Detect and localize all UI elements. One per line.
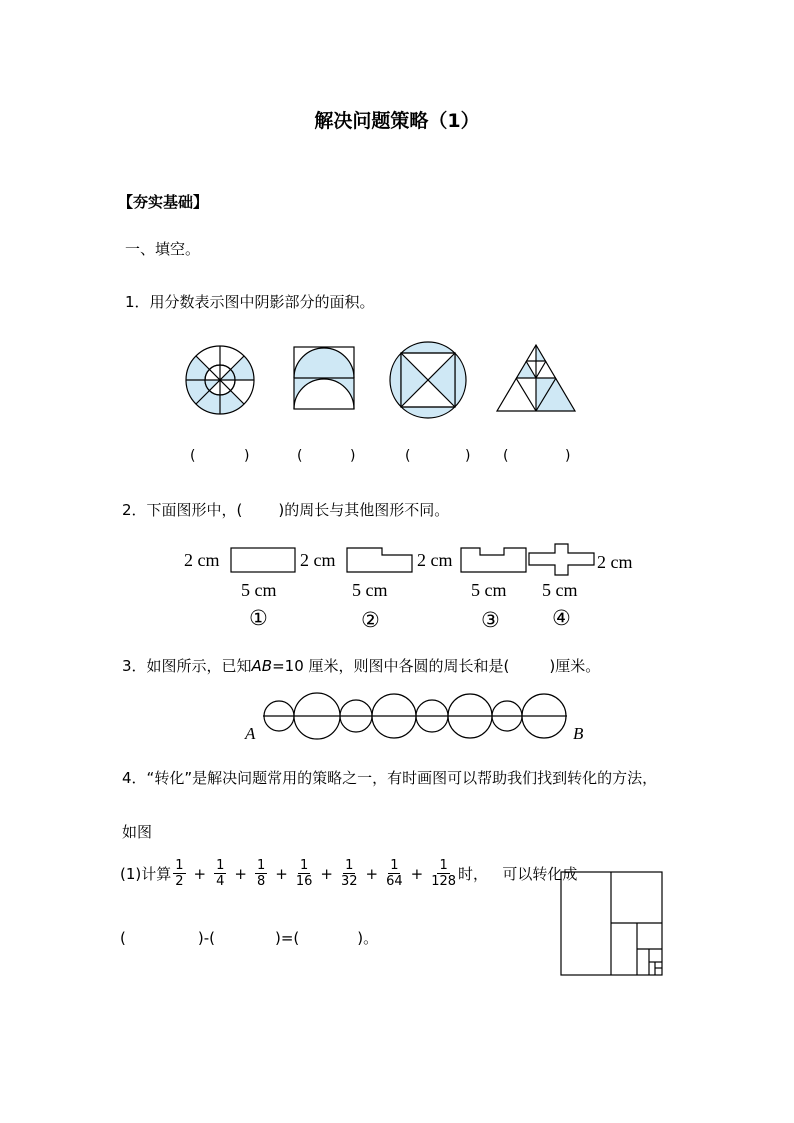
q1-blank-4-open: ( xyxy=(503,448,509,464)
q2-shape-number-1: ① xyxy=(249,606,268,630)
q3-label-b: B xyxy=(573,724,584,743)
question-3-text xyxy=(122,655,600,676)
q2-shape-number-4: ④ xyxy=(552,606,571,630)
fraction-6-num: 1 xyxy=(390,858,399,873)
question-3-text-after: )厘米。 xyxy=(549,657,601,675)
q4-answer-open-1: ( xyxy=(120,929,126,947)
q1-figure-circle-square xyxy=(388,340,468,420)
fraction-1 xyxy=(173,858,185,889)
fraction-5-num: 1 xyxy=(345,858,354,873)
q2-height-label-1: 2 cm xyxy=(184,550,220,570)
fraction-4-den: 16 xyxy=(295,874,313,889)
q1-figure-triangle xyxy=(496,344,576,412)
q1-blank-4-close: ) xyxy=(565,448,571,464)
fraction-4-num: 1 xyxy=(299,858,309,873)
q2-width-label-4: 5 cm xyxy=(542,580,578,600)
q2-height-label-3: 2 cm xyxy=(417,550,453,570)
question-3-text-mid: =10 厘米，则图中各圆的周长和是( xyxy=(272,657,510,675)
q2-width-label-1: 5 cm xyxy=(241,580,277,600)
q1-blank-2-open: ( xyxy=(297,448,303,464)
q2-width-label-2: 5 cm xyxy=(352,580,388,600)
fraction-7-num: 1 xyxy=(439,858,448,873)
fraction-3-num: 1 xyxy=(256,858,266,873)
q3-label-a: A xyxy=(245,724,256,743)
q1-blank-1-close: ) xyxy=(244,448,250,464)
fraction-1-den: 2 xyxy=(175,874,184,889)
question-4-sub1-expression xyxy=(120,858,577,889)
fraction-7-den: 128 xyxy=(431,874,457,889)
q2-shape-number-2: ② xyxy=(361,608,380,632)
q2-shape-2 xyxy=(346,547,414,574)
q2-height-label-2: 2 cm xyxy=(300,550,336,570)
q2-width-label-3: 5 cm xyxy=(471,580,507,600)
question-2-text xyxy=(122,499,449,520)
fraction-6 xyxy=(386,858,403,889)
q4-answer-close: )。 xyxy=(357,929,379,947)
question-4-answer-line xyxy=(120,927,378,948)
q2-shape-number-3: ③ xyxy=(481,608,500,632)
q2-height-label-4: 2 cm xyxy=(597,552,633,572)
plus-sign: + xyxy=(320,864,333,883)
section-heading: 【夯实基础】 xyxy=(118,193,209,211)
question-3-ab: AB xyxy=(251,657,273,675)
fraction-2-den: 4 xyxy=(216,874,225,889)
plus-sign: + xyxy=(193,864,207,883)
q1-figure-square-semicircles xyxy=(293,346,355,410)
question-4-intro-line2: 如图 xyxy=(122,823,153,841)
q1-blank-3-close: ) xyxy=(465,448,471,464)
fraction-6-den: 64 xyxy=(386,874,403,889)
plus-sign: + xyxy=(275,864,288,883)
plus-sign: + xyxy=(365,864,379,883)
fraction-5-den: 32 xyxy=(340,874,358,889)
question-2-text-before: 2．下面图形中，( xyxy=(122,501,243,519)
q2-shape-4 xyxy=(528,543,596,576)
q1-figure-circle-sectors xyxy=(183,343,257,417)
fraction-5 xyxy=(341,858,358,889)
q1-blank-1-open: ( xyxy=(190,448,196,464)
q2-shape-3 xyxy=(460,545,528,574)
fraction-2 xyxy=(214,858,226,889)
fraction-2-num: 1 xyxy=(216,858,225,873)
q3-circles-figure xyxy=(262,689,572,745)
fraction-1-num: 1 xyxy=(175,858,184,873)
q1-blank-2-close: ) xyxy=(350,448,356,464)
fraction-3 xyxy=(255,858,267,889)
question-4-intro-line1: 4．“转化”是解决问题常用的策略之一，有时画图可以帮助我们找到转化的方法， xyxy=(122,769,658,787)
plus-sign: + xyxy=(234,864,247,883)
fraction-7 xyxy=(431,858,456,889)
q4-answer-sep-2: )=( xyxy=(274,929,300,947)
q2-shape-1 xyxy=(230,547,296,573)
q4-square-subdivision-figure xyxy=(560,871,664,977)
fraction-4 xyxy=(296,858,313,889)
plus-sign: + xyxy=(410,864,424,883)
page-title: 解决问题策略（1） xyxy=(314,110,480,132)
q1-blank-3-open: ( xyxy=(405,448,411,464)
q4-sub1-suffix: 时， 可以转化成 xyxy=(458,865,578,883)
question-1-text: 1．用分数表示图中阴影部分的面积。 xyxy=(125,293,375,311)
fraction-3-den: 8 xyxy=(256,874,266,889)
question-2-text-after: )的周长与其他图形不同。 xyxy=(278,501,450,519)
q4-answer-sep-1: )-( xyxy=(197,929,215,947)
part-heading: 一、填空。 xyxy=(125,240,201,258)
q4-sub1-prefix: (1)计算 xyxy=(120,865,172,883)
question-3-text-before: 3．如图所示，已知 xyxy=(122,657,252,675)
